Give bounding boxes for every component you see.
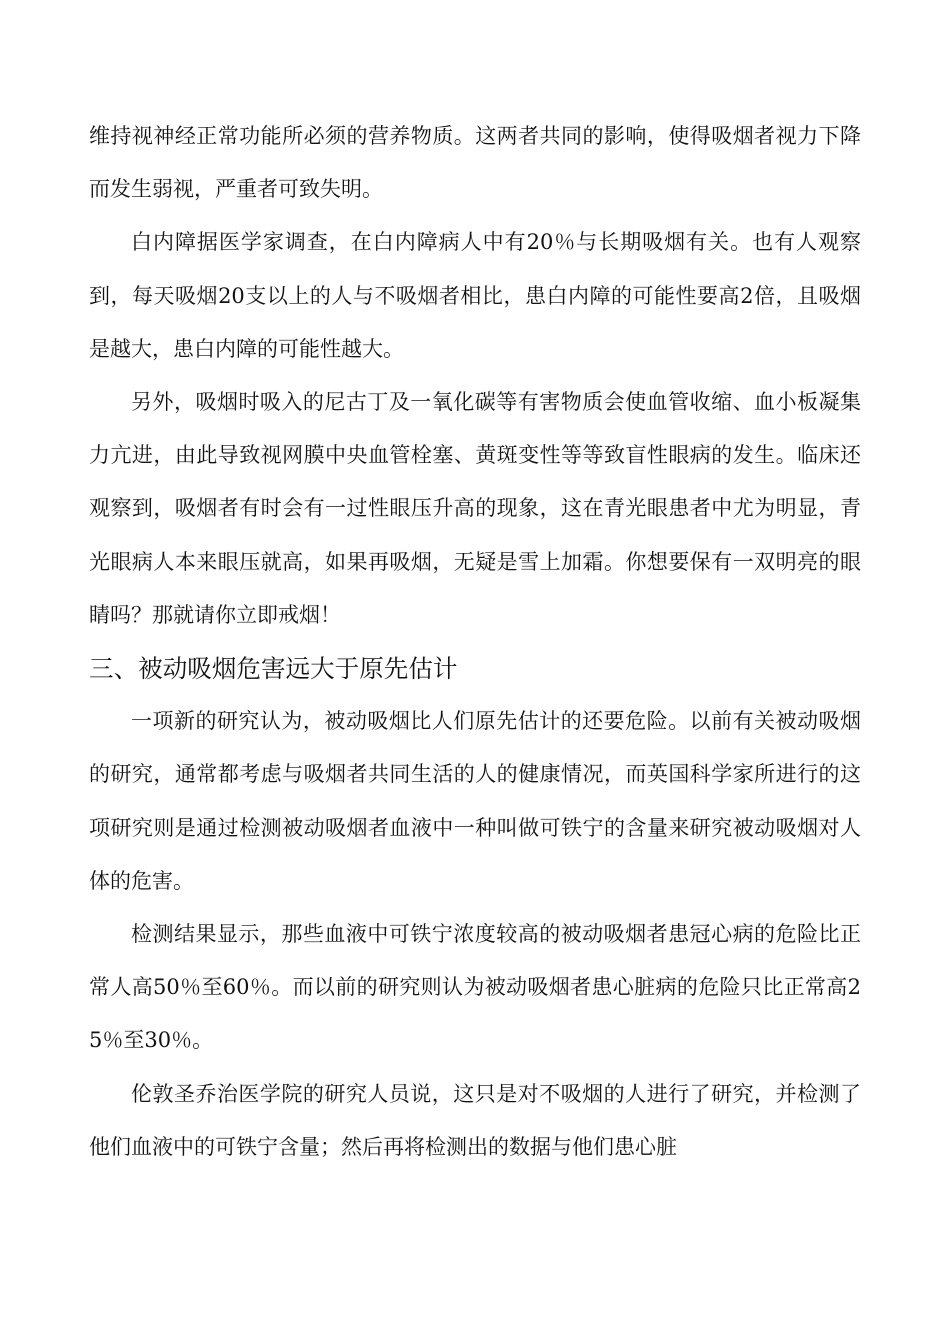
document-page	[89, 110, 861, 1174]
paragraph-cataract: 白内障据医学家调查，在白内障病人中有20％与长期吸烟有关。也有人观察到，每天吸烟20支以上的人与不吸烟者相比，患白内障的可能性要高2倍，且吸烟是越大，患白内障的可能性越大。	[89, 230, 861, 361]
section-heading-passive-smoking: 三、被动吸烟危害远大于原先估计	[89, 654, 458, 684]
paragraph-passive-study: 一项新的研究认为，被动吸烟比人们原先估计的还要危险。以前有关被动吸烟的研究，通常都考虑与吸烟者共同生活的人的健康情况，而英国科学家所进行的这项研究则是通过检测被动吸烟者血液中一种叫做可铁宁的含量来研究被动吸烟对人体的危害。	[89, 709, 861, 893]
paragraph-vision-loss: 维持视神经正常功能所必须的营养物质。这两者共同的影响，使得吸烟者视力下降而发生弱视，严重者可致失明。	[89, 124, 861, 202]
paragraph-test-results: 检测结果显示，那些血液中可铁宁浓度较高的被动吸烟者患冠心病的危险比正常人高50％至60％。而以前的研究则认为被动吸烟者患心脏病的危险只比正常高25％至30％。	[89, 922, 861, 1053]
paragraph-eye-disease: 另外，吸烟时吸入的尼古丁及一氧化碳等有害物质会使血管收缩、血小板凝集力亢进，由此导致视网膜中央血管栓塞、黄斑变性等等致盲性眼病的发生。临床还观察到，吸烟者有时会有一过性眼压升高的现象，这在青光眼患者中尤为明显，青光眼病人本来眼压就高，如果再吸烟，无疑是雪上加霜。你想要保有一双明亮的眼睛吗？那就请你立即戒烟！	[89, 390, 861, 627]
paragraph-st-georges: 伦敦圣乔治医学院的研究人员说，这只是对不吸烟的人进行了研究，并检测了他们血液中的可铁宁含量；然后再将检测出的数据与他们患心脏	[89, 1081, 861, 1159]
